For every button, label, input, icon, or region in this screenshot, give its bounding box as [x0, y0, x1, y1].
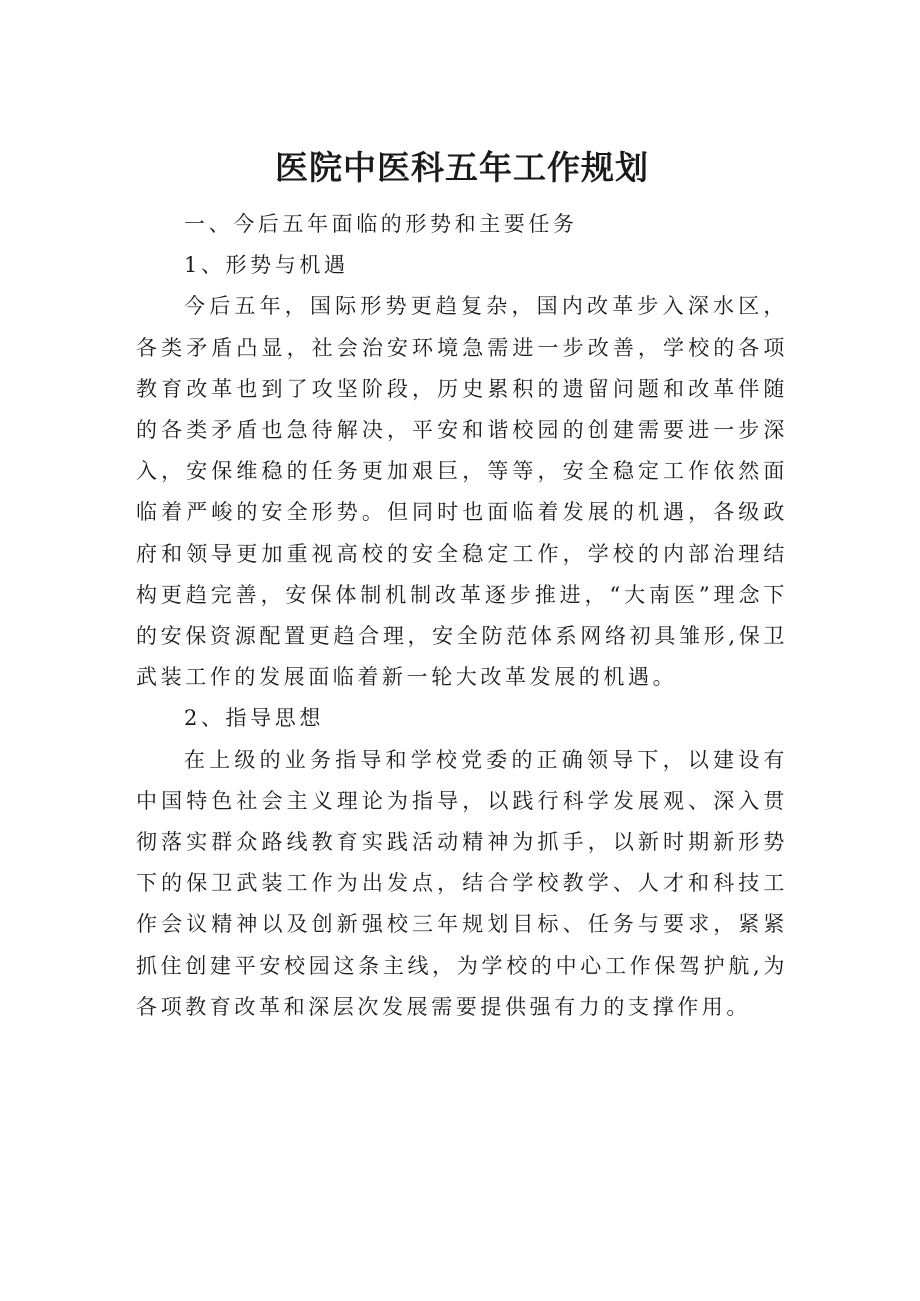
document-body — [136, 204, 788, 1028]
subsection-heading: 1、形势与机遇 — [184, 253, 349, 278]
document-title: 医院中医科五年工作规划 — [275, 148, 649, 187]
subsection-heading: 2、指导思想 — [184, 706, 324, 731]
section-heading: 一、今后五年面临的形势和主要任务 — [184, 212, 578, 236]
paragraph: 在上级的业务指导和学校党委的正确领导下，以建设有中国特色社会主义理论为指导，以践行科学发展观、深入贯彻落实群众路线教育实践活动精神为抓手，以新时期新形势下的保卫武装工作为出发点，结合学校教学、人才和科技工作会议精神以及创新强校三年规划目标、任务与要求，紧紧抓住创建平安校园这条主线，为学校的中心工作保驾护航,为各项教育改革和深层次发展需要提供强有力的支撑作用。 — [136, 747, 788, 1019]
paragraph: 今后五年，国际形势更趋复杂，国内改革步入深水区，各类矛盾凸显，社会治安环境急需进一步改善，学校的各项教育改革也到了攻坚阶段，历史累积的遗留问题和改革伴随的各类矛盾也急待解决，平安和谐校园的创建需要进一步深入，安保维稳的任务更加艰巨，等等，安全稳定工作依然面临着严峻的安全形势。但同时也面临着发展的机遇，各级政府和领导更加重视高校的安全稳定工作，学校的内部治理结构更趋完善，安保体制机制改革逐步推进，“大南医”理念下的安保资源配置更趋合理，安全防范体系网络初具雏形,保卫武装工作的发展面临着新一轮大改革发展的机遇。 — [136, 294, 788, 690]
